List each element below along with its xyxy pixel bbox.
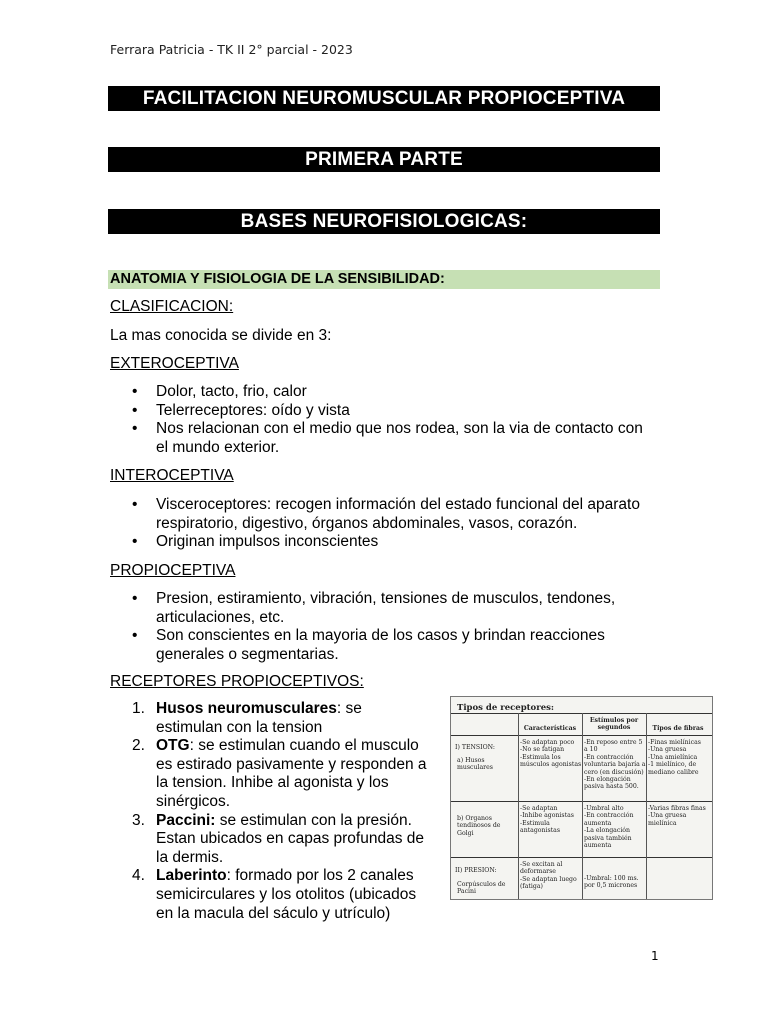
row-estimulos: -Umbral: 100 ms. por 0,5 micrones	[584, 875, 639, 890]
row-name: a) Husos musculares	[457, 757, 493, 772]
row-group-label: I) TENSION:	[455, 744, 495, 751]
row-caracteristicas: -Se adaptan poco -No se fatigan -Estimula los músculos agonistas	[520, 739, 582, 769]
row-group-label: II) PRESION:	[455, 867, 497, 874]
list-item: • Son conscientes en la mayoria de los casos y brindan reacciones generales o segmentarias.	[110, 627, 650, 664]
row-name: b) Organos tendinosos de Golgi	[457, 815, 501, 837]
receptor-types-table-image	[450, 696, 713, 900]
list-item: • Presion, estiramiento, vibración, tensiones de musculos, tendones, articulaciones, etc.	[110, 590, 650, 627]
list-item	[110, 867, 430, 923]
table-divider	[582, 713, 583, 900]
part-title-bar: PRIMERA PARTE	[108, 147, 660, 172]
list-item: • Dolor, tacto, frio, calor	[110, 383, 650, 402]
list-item	[110, 737, 430, 811]
item-number: 3.	[132, 811, 145, 829]
exteroceptiva-list	[110, 383, 650, 457]
item-number: 4.	[132, 867, 145, 885]
propioceptiva-heading: PROPIOCEPTIVA	[110, 562, 236, 579]
propioceptiva-list	[110, 590, 650, 664]
header-estimulos: Estímulos por segundos	[589, 717, 639, 732]
row-estimulos: -En reposo entre 5 a 10 -En contracción voluntaria bajaría a cero (en discusión) -En elongación pasiva hasta 500.	[584, 739, 646, 791]
list-item	[110, 700, 430, 737]
document-header: Ferrara Patricia - TK II 2° parcial - 2023	[110, 42, 353, 57]
figure-title: Tipos de receptores:	[457, 703, 555, 713]
sensibilidad-heading: ANATOMIA Y FISIOLOGIA DE LA SENSIBILIDAD:	[108, 270, 660, 289]
row-estimulos: -Umbral alto -En contracción aumenta -La elongación pasiva también aumenta	[584, 805, 634, 850]
header-caracteristicas: Características	[523, 725, 577, 732]
interoceptiva-heading: INTEROCEPTIVA	[110, 467, 234, 484]
item-number: 1.	[132, 700, 145, 717]
page-number: 1	[651, 949, 659, 963]
table-divider	[646, 713, 647, 900]
item-number: 2.	[132, 737, 145, 755]
item-text: : se estimulan con la tension	[156, 700, 362, 736]
section-title-bar: BASES NEUROFISIOLOGICAS:	[108, 209, 660, 234]
interoceptiva-list	[110, 496, 650, 552]
row-fibras: -Varias fibras finas -Una gruesa mielínica	[648, 805, 706, 827]
main-title-bar: FACILITACION NEUROMUSCULAR PROPIOCEPTIVA	[108, 86, 660, 111]
exteroceptiva-heading: EXTEROCEPTIVA	[110, 355, 239, 372]
receptores-heading: RECEPTORES PROPIOCEPTIVOS:	[110, 673, 364, 690]
item-text: : formado por los 2 canales semicirculares y los otolitos (ubicados en la macula del sáculo y utrículo)	[156, 867, 417, 922]
row-name: Corpúsculos de Pacini	[457, 881, 506, 896]
list-item: • Originan impulsos inconscientes	[110, 533, 650, 552]
list-item: • Telerreceptores: oído y vista	[110, 402, 650, 421]
item-text: se estimulan con la presión. Estan ubicados en capas profundas de la dermis.	[156, 811, 424, 866]
row-caracteristicas: -Se excitan al deformarse -Se adaptan luego (fatiga)	[520, 861, 577, 891]
item-term: OTG	[156, 737, 190, 755]
header-fibras: Tipos de fibras	[652, 725, 704, 732]
list-item: • Nos relacionan con el medio que nos rodea, son la via de contacto con el mundo exterior.	[110, 420, 650, 457]
list-item: • Visceroceptores: recogen información del estado funcional del aparato respiratorio, digestivo, órganos abdominales, vasos, corazón.	[110, 496, 650, 533]
item-term: Husos neuromusculares	[156, 700, 337, 717]
list-item	[110, 812, 430, 868]
item-term: Paccini:	[156, 811, 216, 829]
receptores-list	[110, 700, 430, 923]
item-term: Laberinto	[156, 867, 227, 885]
table-divider	[518, 713, 519, 900]
intro-text: La mas conocida se divide en 3:	[110, 327, 332, 344]
clasificacion-heading: CLASIFICACION:	[110, 298, 234, 315]
row-caracteristicas: -Se adaptan -Inhibe agonistas -Estimula antagonistas	[520, 805, 574, 835]
item-text: : se estimulan cuando el musculo es estirado pasivamente y responden a la tension. Inhibe al agonista y los sinérgicos.	[156, 737, 427, 810]
row-fibras: -Finas mielínicas -Una gruesa -Una amielínica -1 mielínico, de mediano calibre	[648, 739, 701, 776]
